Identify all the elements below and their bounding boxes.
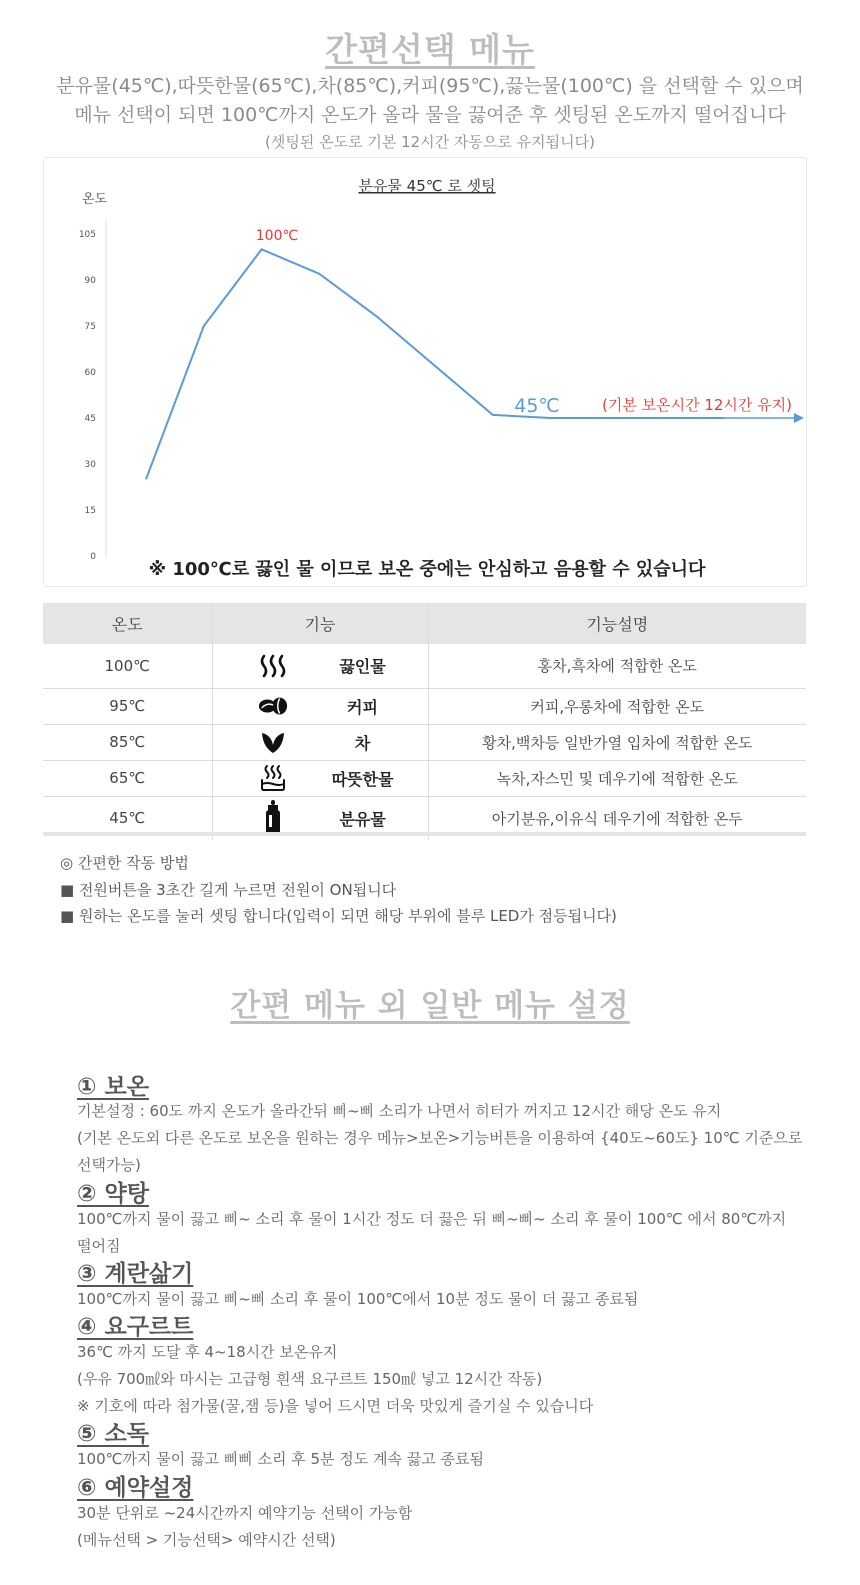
function-name: 따뜻한물 xyxy=(331,769,394,789)
header-temp: 온도 xyxy=(43,603,212,644)
section-title-egg: ③ 계란삶기 xyxy=(77,1261,194,1287)
temperature-table xyxy=(43,603,806,840)
hold-label: 45℃ xyxy=(514,395,560,417)
general-menu-title: 간편 메뉴 외 일반 메뉴 설정 xyxy=(230,988,630,1024)
header-description: 기능설명 xyxy=(428,603,806,644)
section-line: 30분 단위로 ~24시간까지 예약기능 선택이 가능함 xyxy=(77,1504,413,1522)
y-tick-label: 75 xyxy=(84,322,96,332)
y-tick-label: 90 xyxy=(84,276,96,286)
y-tick-label: 15 xyxy=(84,506,96,516)
section-title-yogurt: ④ 요구르트 xyxy=(77,1314,194,1340)
section-line: 떨어짐 xyxy=(77,1237,121,1255)
peak-label: 100℃ xyxy=(255,228,299,244)
temp-cell: 95℃ xyxy=(43,688,212,724)
table-bottom-bar xyxy=(43,832,806,836)
howto-step-1: ■ 전원버튼을 3초간 길게 누르면 전원이 ON됩니다 xyxy=(60,881,397,899)
table-row xyxy=(43,688,806,724)
howto-step-2: ■ 원하는 온도를 눌러 셋팅 합니다(입력이 되면 해당 부위에 블루 LED가 점등됩니다) xyxy=(60,907,617,925)
section-line: (기본 온도외 다른 온도로 보온을 원하는 경우 메뉴>보온>기능버튼을 이용하여 {40도~60도} 10℃ 기준으로 xyxy=(77,1129,803,1147)
temp-cell: 65℃ xyxy=(43,760,212,796)
y-tick-label: 0 xyxy=(90,552,96,562)
intro-line-1: 분유물(45℃),따뜻한물(65℃),차(85℃),커피(95℃),끓는물(100℃) 을 선택할 수 있으며 xyxy=(56,75,804,97)
description-cell: 황차,백차등 일반가열 입차에 적합한 온도 xyxy=(428,724,806,760)
section-title-sterilize: ⑤ 소독 xyxy=(77,1421,149,1447)
description-cell: 커피,우롱차에 적합한 온도 xyxy=(428,688,806,724)
temp-cell: 100℃ xyxy=(104,656,150,675)
temp-cell: 85℃ xyxy=(43,724,212,760)
header-function: 기능 xyxy=(212,603,428,644)
chart-footnote: ※ 100℃로 끓인 물 이므로 보온 중에는 안심하고 음용할 수 있습니다 xyxy=(148,559,706,580)
y-tick-label: 105 xyxy=(78,230,96,240)
description-cell: 아기분유,이유식 데우기에 적합한 온두 xyxy=(428,796,806,840)
section-title-herbal: ② 약탕 xyxy=(77,1181,149,1207)
section-line: ※ 기호에 따라 첨가물(꿀,잼 등)을 넣어 드시면 더욱 맛있게 즐기실 수 있습니다 xyxy=(77,1397,594,1415)
section-line: 기본설정 : 60도 까지 온도가 올라간뒤 삐~삐 소리가 나면서 히터가 꺼지고 12시간 해당 온도 유지 xyxy=(77,1102,722,1120)
section-title-warm: ① 보온 xyxy=(77,1074,149,1100)
function-name: 끓인물 xyxy=(339,657,386,677)
function-name: 분유물 xyxy=(339,809,386,829)
function-name: 커피 xyxy=(347,697,378,717)
hot-water-icon xyxy=(258,764,288,792)
section-line: 선택가능) xyxy=(77,1156,141,1174)
description-cell: 녹차,자스민 및 데우기에 적합한 온도 xyxy=(428,760,806,796)
howto-title: ◎ 간편한 작동 방법 xyxy=(60,854,189,872)
temp-cell: 45℃ xyxy=(43,796,212,840)
section-line: (우유 700㎖와 마시는 고급형 흰색 요구르트 150㎖ 넣고 12시간 작동) xyxy=(77,1370,543,1388)
section-title-reserve: ⑥ 예약설정 xyxy=(77,1475,194,1501)
table-row xyxy=(43,724,806,760)
page-title: 간편선택 메뉴 xyxy=(325,30,535,69)
leaf-icon xyxy=(258,729,288,755)
intro-line-3: (셋팅된 온도로 기본 12시간 자동으로 유지됩니다) xyxy=(265,133,595,151)
temperature-line xyxy=(146,249,724,479)
table-row xyxy=(43,760,806,796)
temperature-chart xyxy=(43,157,807,587)
chart-ylabel: 온도 xyxy=(82,192,108,207)
arrow-head xyxy=(794,413,804,423)
chart-title: 분유물 45℃ 로 셋팅 xyxy=(358,177,496,195)
description-cell: 홍차,흑차에 적합한 온도 xyxy=(428,644,806,688)
steam-icon xyxy=(258,653,288,679)
section-line: 100℃까지 물이 끓고 삐~ 소리 후 물이 1시간 정도 더 끓은 뒤 삐~삐~ 소리 후 물이 100℃ 에서 80℃까지 xyxy=(77,1210,787,1228)
coffee-bean-icon xyxy=(258,694,288,718)
table-row xyxy=(43,644,806,688)
function-name: 차 xyxy=(354,733,371,753)
y-tick-label: 45 xyxy=(84,414,96,424)
chart-svg xyxy=(44,158,806,586)
section-line: 100℃까지 물이 끓고 삐~삐 소리 후 물이 100℃에서 10분 정도 물이 더 끓고 종료됨 xyxy=(77,1290,639,1308)
hold-note: (기본 보온시간 12시간 유지) xyxy=(602,396,792,414)
y-tick-label: 60 xyxy=(84,368,96,378)
section-line: 100℃까지 물이 끓고 삐삐 소리 후 5분 정도 계속 끓고 종료됨 xyxy=(77,1450,484,1468)
y-tick-label: 30 xyxy=(84,460,96,470)
section-line: (메뉴선택 > 기능선택> 예약시간 선택) xyxy=(77,1531,336,1549)
intro-line-2: 메뉴 선택이 되면 100℃까지 온도가 올라 물을 끓여준 후 셋팅된 온도까지 떨어집니다 xyxy=(74,104,786,126)
table-header-row xyxy=(43,603,806,644)
section-line: 36℃ 까지 도달 후 4~18시간 보온유지 xyxy=(77,1343,338,1361)
